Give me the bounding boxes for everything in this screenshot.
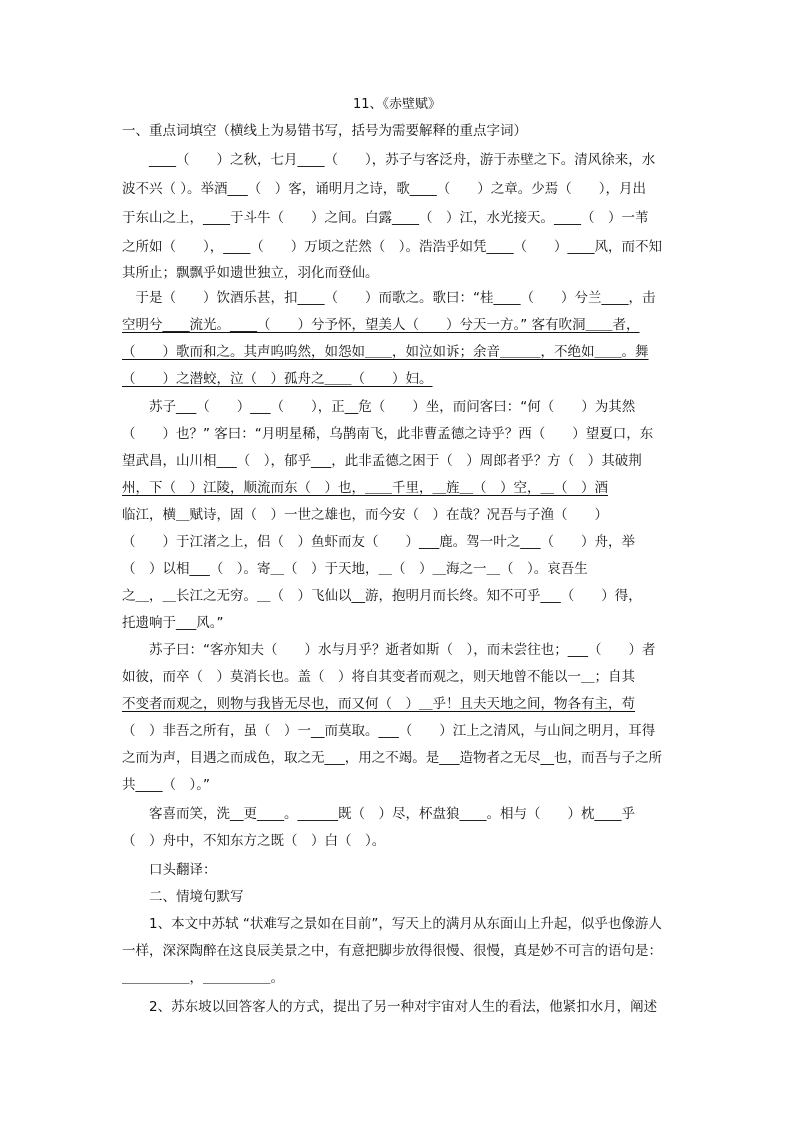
question-2: 2、苏东坡以回答客人的方式，提出了另一种对宇宙对人生的看法，他紧扣水月，阐述 bbox=[122, 999, 658, 1015]
text-line: 之而为声，目遇之而成色，取之无___，用之不竭。是___造物者之无尽__也，而吾与子之所 bbox=[122, 750, 662, 766]
text-line: 之＿，＿长江之无穷。＿（ ）飞仙以__游，抱明月而长终。知不可乎___（ ）得， bbox=[122, 588, 642, 604]
text-line: 波不兴（ ）。举酒___（ ）客，诵明月之诗，歌____（ ）之章。少焉（ ），月出 bbox=[122, 181, 647, 197]
oral-translation-label: 口头翻译： bbox=[122, 862, 217, 878]
text-line: ____（ ）之秋，七月____（ ），苏子与客泛舟，游于赤壁之下。清风徐来，水 bbox=[122, 152, 656, 168]
page-title: 11、《赤壁赋》 bbox=[352, 97, 442, 112]
text-line: （ ）也？” 客曰：“月明星稀，乌鹊南飞，此非曹孟德之诗乎？西（ ）望夏口，东 bbox=[122, 426, 654, 442]
text-line: （ ）于江渚之上，侣（ ）鱼虾而友（ ）___鹿。驾一叶之___（ ）舟，举 bbox=[122, 534, 635, 550]
question-1-continued: 一样，深深陶醉在这良辰美景之中，有意把脚步放得很慢、很慢，真是妙不可言的语句是： bbox=[122, 943, 662, 959]
text-line: 如彼，而卒（ ）莫消长也。盖（ ）将自其变者而观之，则天地曾不能以一＿；自其 bbox=[122, 669, 635, 685]
text-line: 于东山之上，____于斗牛（ ）之间。白露____（ ）江，水光接天。____（ ）一苇 bbox=[122, 210, 649, 226]
text-line: 州，下（ ）江陵，顺流而东（ ）也，＿＿千里，＿旌＿（ ）空，＿（ ）酒 bbox=[122, 480, 608, 496]
answer-blank: ＿＿＿＿＿，＿＿＿＿＿。 bbox=[122, 970, 284, 986]
text-line: 临江，横＿赋诗，固（ ）一世之雄也，而今安（ ）在哉？况吾与子渔（ ） bbox=[122, 507, 608, 523]
text-line: 托遗响于___风。” bbox=[122, 615, 224, 631]
text-line: 空明兮____流光。____（ ）兮予怀，望美人（ ）兮天一方。” 客有吹洞＿＿者， bbox=[122, 317, 640, 333]
section-heading-1: 一、重点词填空（横线上为易错书写，括号为需要解释的重点字词） bbox=[122, 123, 527, 139]
section-heading-2: 二、情境句默写 bbox=[122, 889, 244, 905]
text-line: 客喜而笑，洗__更____。______既（ ）尽，杯盘狼____。相与（ ）枕____乎 bbox=[122, 806, 635, 822]
text-line: 不变者而观之，则物与我皆无尽也，而又何（ ）＿乎！且夫天地之间，物各有主，苟 bbox=[122, 696, 635, 712]
text-line: （ ）之潜蛟，泣（ ）孤舟之＿＿（ ）妇。 bbox=[122, 371, 433, 387]
text-line: （ ）以相___（ ）。寄＿（ ）于天地，＿（ ）＿海之一＿（ ）。哀吾生 bbox=[122, 561, 588, 577]
text-line: 苏子___（ ）___（ ），正__危（ ）坐，而问客曰：“何（ ）为其然 bbox=[122, 399, 636, 415]
text-line: 共____（ ）。” bbox=[122, 777, 210, 793]
text-line: 其所止；飘飘乎如遗世独立，羽化而登仙。 bbox=[122, 265, 379, 281]
text-line: 望武昌，山川相___（ ），郁乎___，此非孟德之困于（ ）周郎者乎？方（ ）其破荆 bbox=[122, 453, 642, 469]
text-line: 之所如（ ），____（ ）万顷之茫然（ ）。浩浩乎如凭____（ ）____风，而不知 bbox=[122, 239, 662, 255]
text-line: （ ）歌而和之。其声呜呜然，如怨如＿＿，如泣如诉；余音＿＿＿，不绝如＿＿。舞 bbox=[122, 344, 649, 360]
text-line: （ ）舟中，不知东方之既（ ）白（ ）。 bbox=[122, 833, 386, 849]
text-line: （ ）非吾之所有，虽（ ）一__而莫取。___（ ）江上之清风，与山间之明月，耳得 bbox=[122, 723, 656, 739]
question-1: 1、本文中苏轼 “状难写之景如在目前”，写天上的满月从东面山上升起，似乎也像游人 bbox=[122, 916, 662, 932]
text-line: 苏子曰：“客亦知夫（ ）水与月乎？逝者如斯（ ），而未尝往也；___（ ）者 bbox=[122, 642, 656, 658]
text-line: 于是（ ）饮酒乐甚，扣____（ ）而歌之。歌曰：“桂____（ ）兮兰____，击 bbox=[122, 290, 656, 306]
